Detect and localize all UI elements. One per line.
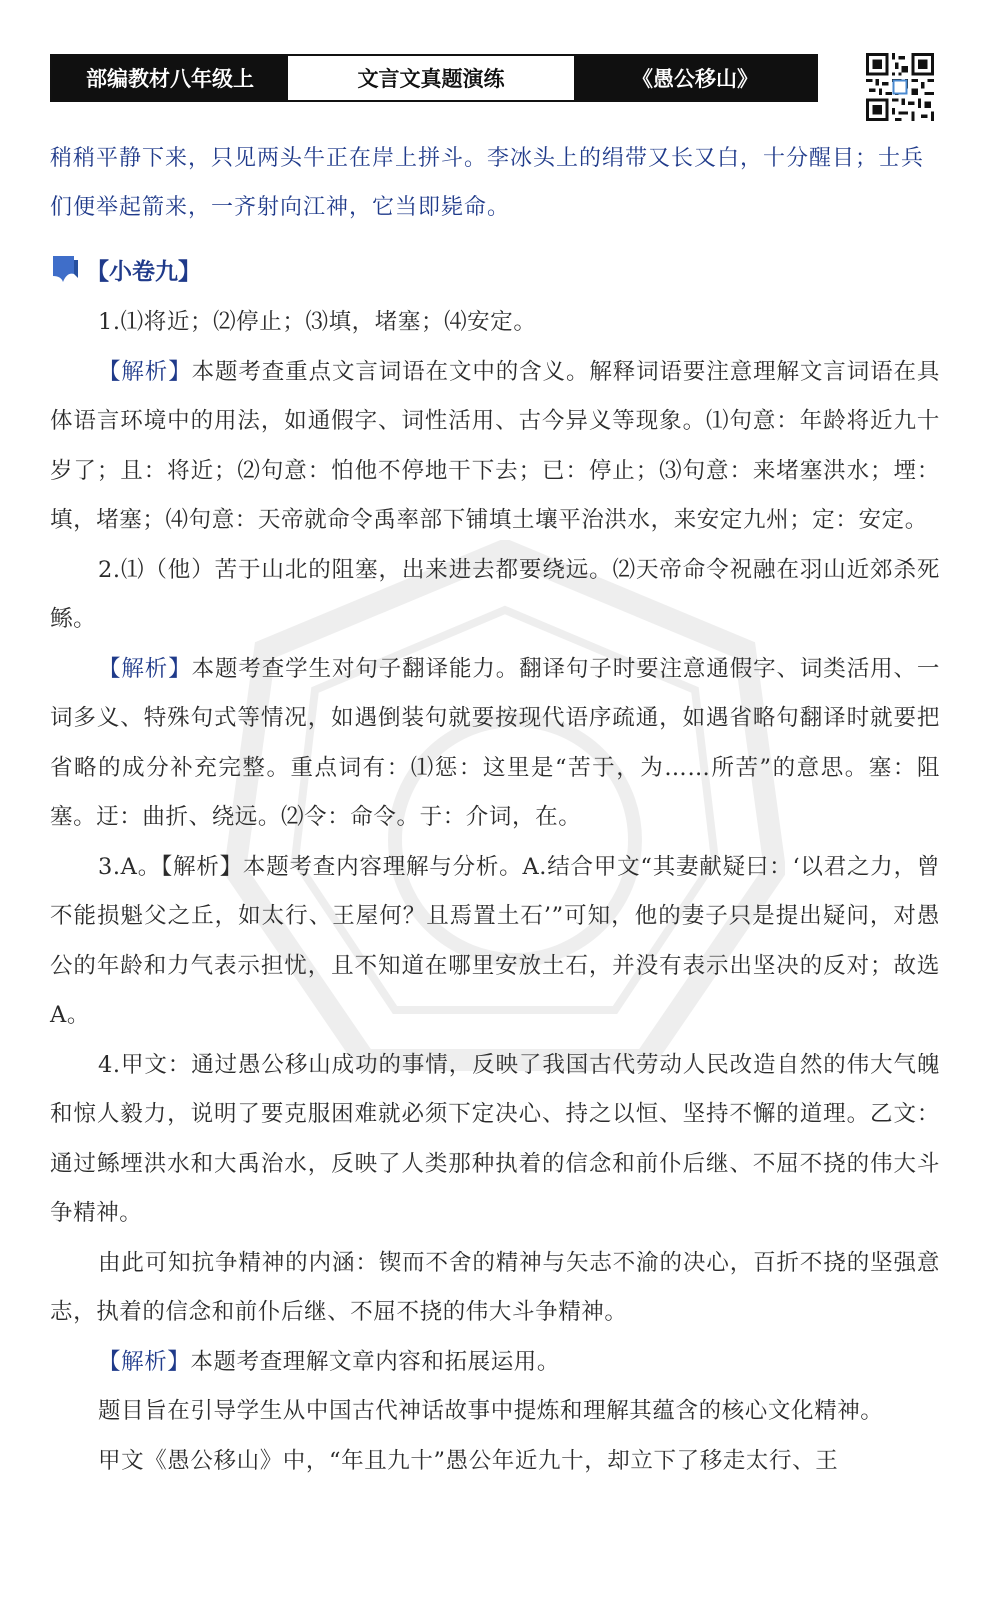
analysis-2: 【解析】本题考查学生对句子翻译能力。翻译句子时要注意通假字、词类活用、一词多义、特殊句式等情况，如遇倒装句就要按现代语序疏通，如遇省略句翻译时就要把省略的成分补充完整。重点词有：⑴惩：这里是“苦于，为……所苦”的意思。塞：阻塞。迂：曲折、绕远。⑵令：命令。于：介词，在。 bbox=[50, 655, 940, 830]
answer-3: 3.A。【解析】本题考查内容理解与分析。A.结合甲文“其妻献疑曰：‘以君之力，曾不能损魁父之丘，如太行、王屋何？且焉置土石’”可知，他的妻子只是提出疑问，对愚公的年龄和力气表示担忧，且不知道在哪里安放土石，并没有表示出坚决的反对；故选A。 bbox=[50, 853, 940, 1028]
answer-1: 1.⑴将近；⑵停止；⑶填，堵塞；⑷安定。 bbox=[98, 309, 537, 335]
header-practice-label: 文言文真题演练 bbox=[288, 56, 574, 100]
analysis-4-detail: 题目旨在引导学生从中国古代神话故事中提炼和理解其蕴含的核心文化精神。 bbox=[98, 1398, 884, 1424]
section-heading bbox=[50, 250, 201, 288]
analysis-4: 【解析】本题考查理解文章内容和拓展运用。 bbox=[98, 1348, 561, 1375]
answer-4-conclusion: 由此可知抗争精神的内涵：锲而不舍的精神与矢志不渝的决心，百折不挠的坚强意志，执着的信念和前仆后继、不屈不挠的伟大斗争精神。 bbox=[50, 1249, 940, 1325]
qr-code-icon bbox=[866, 53, 934, 121]
analysis-1: 【解析】本题考查重点文言词语在文中的含义。解释词语要注意理解文言词语在具体语言环境中的用法，如通假字、词性活用、古今异义等现象。⑴句意：年龄将近九十岁了；且：将近；⑵句意：怕他不停地干下去；已：停止；⑶句意：来堵塞洪水；堙：填，堵塞；⑷句意：天帝就命令禹率部下铺填土壤平治洪水，来安定九州；定：安定。 bbox=[50, 358, 940, 533]
header-bar bbox=[50, 54, 818, 102]
analysis-tag: 【解析】 bbox=[98, 655, 192, 682]
analysis-tag: 【解析】 bbox=[98, 1348, 191, 1375]
section-title: 【小卷九】 bbox=[86, 258, 201, 285]
answer-2: 2.⑴（他）苦于山北的阻塞，出来进去都要绕远。⑵天帝命令祝融在羽山近郊杀死鲧。 bbox=[50, 556, 940, 632]
answer-content bbox=[50, 298, 940, 1486]
bookmark-icon bbox=[50, 254, 80, 284]
header-textbook-label: 部编教材八年级上 bbox=[52, 56, 288, 100]
analysis-tag: 【解析】 bbox=[98, 358, 192, 385]
analysis-4-continued: 甲文《愚公移山》中，“年且九十”愚公年近九十，却立下了移走太行、王 bbox=[98, 1447, 839, 1474]
header-lesson-title: 《愚公移山》 bbox=[574, 56, 816, 100]
intro-paragraph: 稍稍平静下来，只见两头牛正在岸上拼斗。李冰头上的绢带又长又白，十分醒目；士兵们便举起箭来，一齐射向江神，它当即毙命。 bbox=[50, 146, 925, 220]
answer-4: 4.甲文：通过愚公移山成功的事情，反映了我国古代劳动人民改造自然的伟大气魄和惊人毅力，说明了要克服困难就必须下定决心、持之以恒、坚持不懈的道理。乙文：通过鲧堙洪水和大禹治水，反映了人类那种执着的信念和前仆后继、不屈不挠的伟大斗争精神。 bbox=[50, 1051, 940, 1226]
